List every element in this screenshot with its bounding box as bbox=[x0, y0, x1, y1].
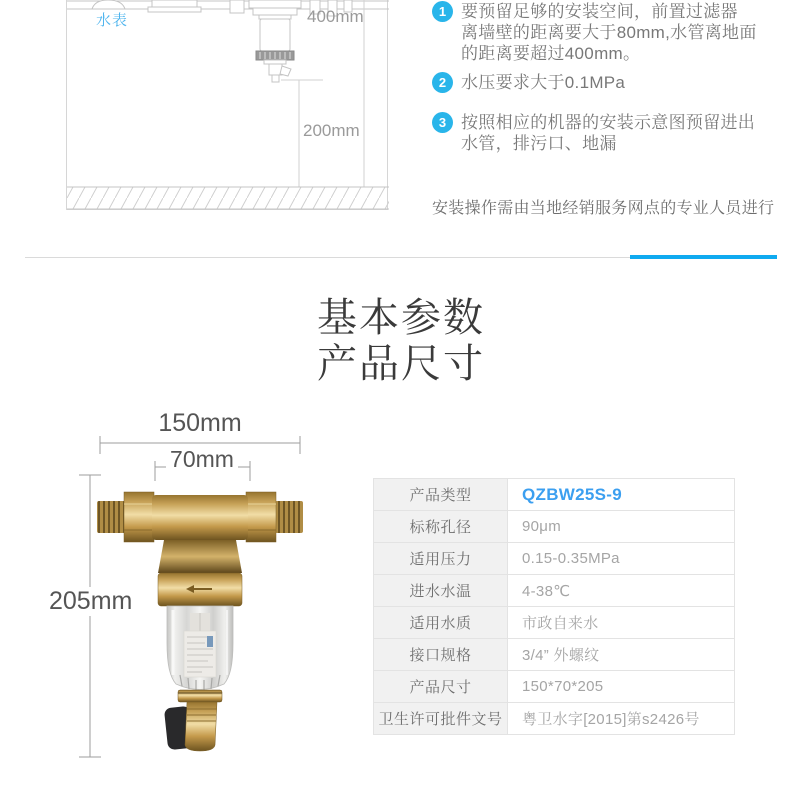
product-figure bbox=[40, 405, 360, 775]
spec-value: 市政自来水 bbox=[508, 607, 735, 639]
spec-value: 0.15-0.35MPa bbox=[508, 543, 735, 575]
figure-width-label: 150mm bbox=[158, 409, 242, 437]
table-row bbox=[374, 511, 735, 543]
spec-label: 卫生许可批件文号 bbox=[374, 703, 508, 735]
table-row bbox=[374, 607, 735, 639]
instruction-item-1 bbox=[432, 1, 757, 64]
instruction-3-line-1: 按照相应的机器的安装示意图预留进出 bbox=[461, 113, 756, 132]
heading-line-2: 产品尺寸 bbox=[317, 342, 485, 386]
table-row bbox=[374, 703, 735, 735]
figure-port-span-label: 70mm bbox=[166, 446, 238, 473]
instruction-1-text bbox=[461, 1, 757, 64]
instruction-1-line-1: 要预留足够的安装空间，前置过滤器 bbox=[461, 2, 738, 21]
instruction-2-text bbox=[461, 72, 625, 93]
spec-table bbox=[373, 478, 735, 735]
table-row bbox=[374, 575, 735, 607]
instruction-1-line-2: 离墙壁的距离要大于80mm,水管离地面 bbox=[461, 23, 757, 42]
table-row bbox=[374, 543, 735, 575]
spec-value: 粤卫水字[2015]第s2426号 bbox=[508, 703, 735, 735]
instruction-1-line-3: 的距离要超过400mm。 bbox=[461, 44, 641, 63]
table-row bbox=[374, 479, 735, 511]
installation-diagram bbox=[66, 0, 388, 210]
table-row bbox=[374, 639, 735, 671]
spec-label: 产品尺寸 bbox=[374, 671, 508, 703]
section-divider-accent bbox=[630, 255, 777, 259]
spec-value-model: QZBW25S-9 bbox=[508, 479, 735, 511]
spec-label: 产品类型 bbox=[374, 479, 508, 511]
spec-label: 接口规格 bbox=[374, 639, 508, 671]
spec-value: 4-38℃ bbox=[508, 575, 735, 607]
instruction-3-text bbox=[461, 112, 755, 154]
instruction-3-line-2: 水管，排污口、地漏 bbox=[461, 134, 617, 153]
spec-label: 进水水温 bbox=[374, 575, 508, 607]
spec-value: 150*70*205 bbox=[508, 671, 735, 703]
step-3-badge: 3 bbox=[432, 112, 453, 133]
spec-value: 3/4” 外螺纹 bbox=[508, 639, 735, 671]
water-meter-label: 水表 bbox=[96, 12, 129, 29]
spec-value: 90μm bbox=[508, 511, 735, 543]
spec-label: 标称孔径 bbox=[374, 511, 508, 543]
spec-label: 适用水质 bbox=[374, 607, 508, 639]
step-1-badge: 1 bbox=[432, 1, 453, 22]
instruction-2-line-1: 水压要求大于0.1MPa bbox=[461, 73, 626, 92]
installation-note: 安装操作需由当地经销服务网点的专业人员进行 bbox=[432, 200, 775, 217]
section-heading bbox=[317, 295, 485, 387]
installation-diagram-drawing bbox=[67, 0, 389, 210]
instruction-item-3 bbox=[432, 112, 755, 154]
step-2-badge: 2 bbox=[432, 72, 453, 93]
dimension-400mm: 400mm bbox=[307, 7, 364, 26]
dimension-200mm: 200mm bbox=[303, 121, 360, 140]
heading-line-1: 基本参数 bbox=[317, 296, 485, 340]
table-row bbox=[374, 671, 735, 703]
figure-height-label: 205mm bbox=[49, 587, 133, 615]
spec-label: 适用压力 bbox=[374, 543, 508, 575]
instruction-item-2 bbox=[432, 72, 625, 93]
